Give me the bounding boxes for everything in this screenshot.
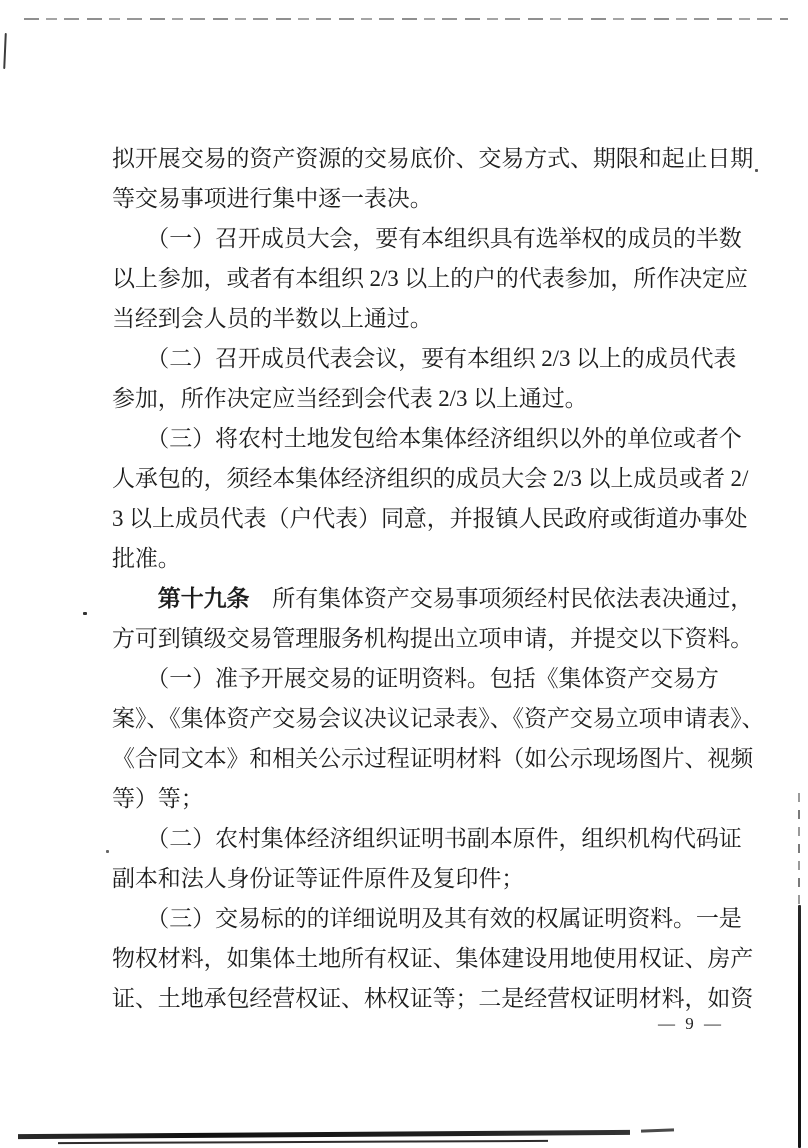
text-line: 3 以上成员代表（户代表）同意，并报镇人民政府或街道办事处: [112, 506, 748, 531]
bottom-scan-dash: [641, 1128, 674, 1132]
right-edge-scan-line-dashed: [798, 793, 800, 908]
document-body-text: [112, 139, 764, 1019]
bottom-scan-line-secondary: [58, 1140, 548, 1144]
text-line: 《合同文本》和相关公示过程证明材料（如公示现场图片、视频: [112, 746, 754, 771]
text-line: （三）将农村土地发包给本集体经济组织以外的单位或者个: [112, 426, 742, 451]
text-line: 人承包的，须经本集体经济组织的成员大会 2/3 以上成员或者 2/: [112, 466, 749, 491]
text-line: 方可到镇级交易管理服务机构提出立项申请，并提交以下资料。: [112, 626, 754, 651]
text-line: 批准。: [112, 546, 181, 571]
text-line: 物权材料，如集体土地所有权证、集体建设用地使用权证、房产: [112, 946, 754, 971]
text-line: （二）召开成员代表会议，要有本组织 2/3 以上的成员代表: [112, 346, 737, 371]
page-number: — 9 —: [658, 1014, 724, 1033]
scan-speck: [106, 850, 109, 853]
text-line: 副本和法人身份证等证件原件及复印件；: [112, 866, 525, 891]
text-line: 等交易事项进行集中逐一表决。: [112, 186, 433, 211]
left-edge-scan-stroke: [3, 33, 7, 69]
text-line: （二）农村集体经济组织证明书副本原件，组织机构代码证: [112, 826, 742, 851]
article-19-text: 所有集体资产交易事项须经村民依法表决通过，: [249, 586, 754, 611]
article-19-heading: 第十九条: [112, 586, 250, 611]
scan-speck: [83, 612, 87, 615]
text-line: 当经到会人员的半数以上通过。: [112, 306, 433, 331]
right-edge-scan-line: [798, 905, 801, 1148]
text-line: 案》、《集体资产交易会议决议记录表》、《资产交易立项申请表》、: [112, 706, 765, 731]
text-line: 等）等；: [112, 786, 204, 811]
text-line: 拟开展交易的资产资源的交易底价、交易方式、期限和起止日期: [112, 146, 754, 171]
text-line: 参加，所作决定应当经到会代表 2/3 以上通过。: [112, 386, 588, 411]
text-line: 证、土地承包经营权证、林权证等；二是经营权证明材料，如资: [112, 986, 754, 1011]
text-line: 以上参加，或者有本组织 2/3 以上的户的代表参加，所作决定应: [112, 266, 748, 291]
text-line: （一）召开成员大会，要有本组织具有选举权的成员的半数: [112, 226, 742, 251]
text-line: （三）交易标的的详细说明及其有效的权属证明资料。一是: [112, 906, 742, 931]
bottom-scan-line: [18, 1130, 630, 1139]
text-line: （一）准予开展交易的证明资料。包括《集体资产交易方: [112, 666, 719, 691]
top-dashed-scan-line: [24, 18, 788, 20]
text-line-article-19: [112, 579, 764, 619]
